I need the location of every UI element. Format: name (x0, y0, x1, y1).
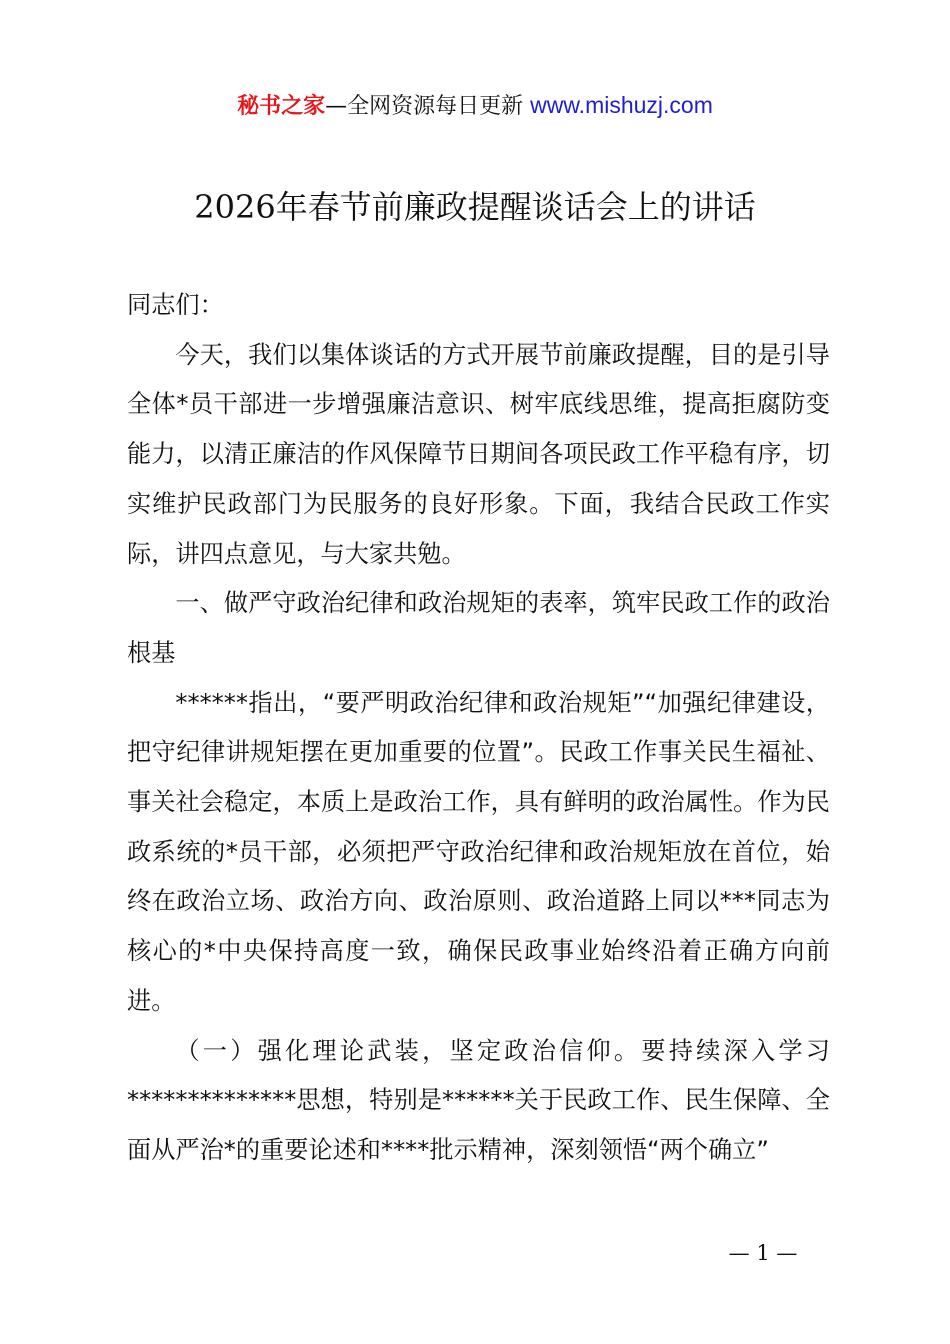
site-brand: 秘书之家 (237, 94, 326, 119)
site-url-link[interactable]: www.mishuzj.com (530, 92, 713, 118)
document-body (127, 281, 830, 1176)
document-title: 2026年春节前廉政提醒谈话会上的讲话 (194, 188, 756, 226)
paragraph-subsection-1: （一）强化理论武装，坚定政治信仰。要持续深入学习**************思想，特别是******关于民政工作、民生保障、全面从严治*的重要论述和****批示精神，深刻领悟“两个确立” (127, 1036, 830, 1164)
page-number: — 1 — (728, 1241, 798, 1265)
salutation: 同志们： (127, 291, 224, 319)
paragraph-section-1: ******指出，“要严明政治纪律和政治规矩”“加强纪律建设，把守纪律讲规矩摆在更加重要的位置”。民政工作事关民生福祉、事关社会稳定，本质上是政治工作，具有鲜明的政治属性。作为民政系统的*员干部，必须把严守政治纪律和政治规矩放在首位，始终在政治立场、政治方向、政治原则、政治道路上同以***同志为核心的*中央保持高度一致，确保民政事业始终沿着正确方向前进。 (127, 688, 830, 1015)
paragraph-intro: 今天，我们以集体谈话的方式开展节前廉政提醒，目的是引导全体*员干部进一步增强廉洁意识、树牢底线思维，提高拒腐防变能力，以清正廉洁的作风保障节日期间各项民政工作平稳有序，切实维护民政部门为民服务的良好形象。下面，我结合民政工作实际，讲四点意见，与大家共勉。 (127, 340, 830, 568)
site-tagline: —全网资源每日更新 (325, 94, 524, 119)
site-header (0, 88, 950, 124)
section-heading-1: 一、做严守政治纪律和政治规矩的表率，筑牢民政工作的政治根基 (127, 589, 830, 667)
